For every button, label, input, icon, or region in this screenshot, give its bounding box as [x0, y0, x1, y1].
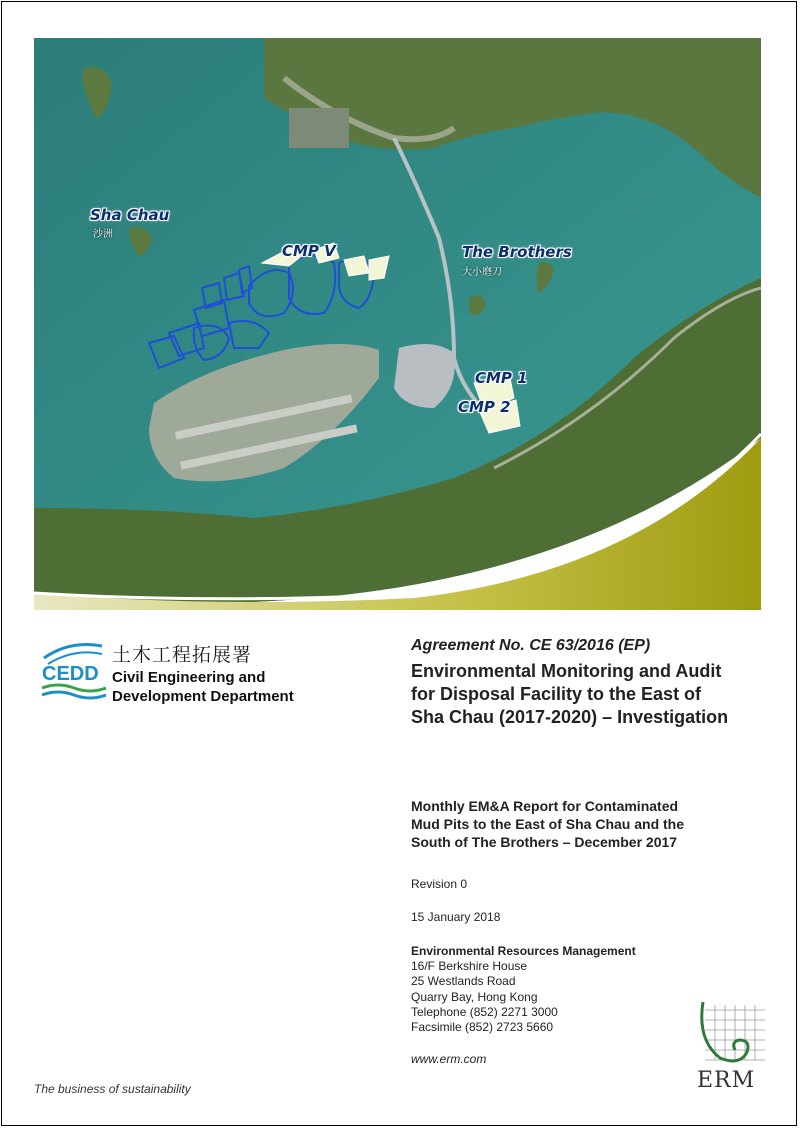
address-line: Quarry Bay, Hong Kong	[411, 989, 538, 1004]
telephone: Telephone (852) 2271 3000	[411, 1004, 558, 1019]
map-label-cmp-v: CMP V	[282, 242, 336, 260]
address-line: 16/F Berkshire House	[411, 959, 528, 974]
map-label-sha-chau-cn: 沙洲	[93, 229, 113, 240]
agreement-number: Agreement No. CE 63/2016 (EP)	[411, 637, 651, 654]
aerial-map	[34, 38, 761, 610]
title-line: for Disposal Facility to the East of	[411, 684, 702, 704]
map-label-the-brothers-cn: 大小磨刀	[462, 267, 502, 278]
cedd-name-line1: Civil Engineering and	[112, 669, 266, 686]
map-label-the-brothers: The Brothers	[462, 243, 572, 261]
address-line: 25 Westlands Road	[411, 974, 516, 989]
cedd-name	[112, 668, 294, 706]
map-label-cmp-2: CMP 2	[458, 398, 511, 416]
cedd-name-line2: Development Department	[112, 688, 294, 705]
website-link[interactable]: www.erm.com	[411, 1052, 487, 1066]
title-line: Environmental Monitoring and Audit	[411, 661, 722, 681]
title-line: Sha Chau (2017-2020) – Investigation	[411, 707, 729, 727]
erm-logo-text: ERM	[697, 1068, 756, 1093]
cedd-chinese-name: 土木工程拓展署	[112, 644, 253, 666]
report-line: Mud Pits to the East of Sha Chau and the	[411, 816, 685, 832]
report-date: 15 January 2018	[411, 910, 501, 924]
map-label-sha-chau: Sha Chau	[90, 206, 170, 224]
tagline: The business of sustainability	[34, 1082, 191, 1096]
report-line: Monthly EM&A Report for Contaminated	[411, 798, 679, 814]
title-block	[411, 636, 781, 729]
document-title	[411, 660, 781, 729]
report-title	[411, 797, 771, 851]
company-address	[411, 944, 636, 1035]
cedd-abbr: CEDD	[42, 663, 99, 685]
revision: Revision 0	[411, 877, 468, 891]
report-line: South of The Brothers – December 2017	[411, 834, 678, 850]
company-name: Environmental Resources Management	[411, 944, 636, 958]
facsimile: Facsimile (852) 2723 5660	[411, 1020, 554, 1035]
map-label-cmp-1: CMP 1	[475, 369, 528, 387]
